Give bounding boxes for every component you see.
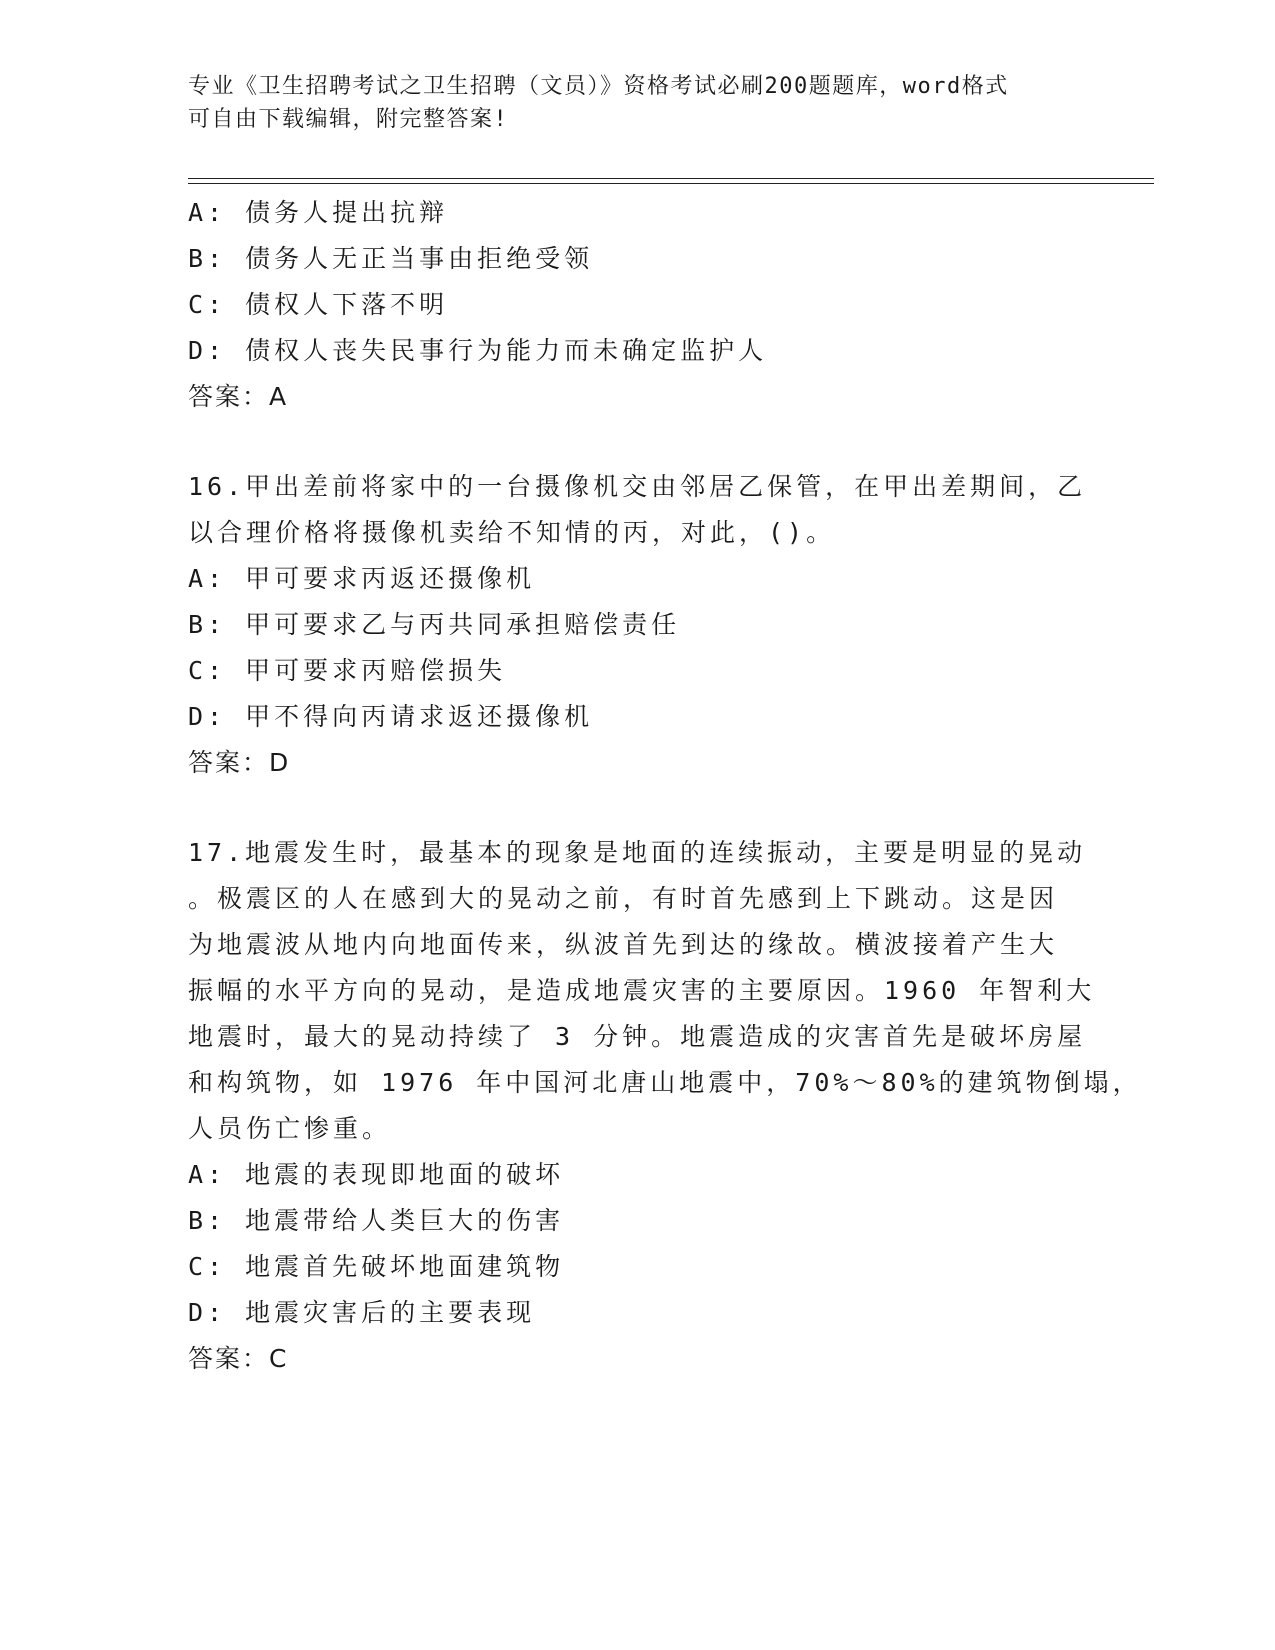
option-a: A: 甲可要求丙返还摄像机 <box>188 564 536 593</box>
option-a: A: 地震的表现即地面的破坏 <box>188 1160 565 1189</box>
option-c: C: 地震首先破坏地面建筑物 <box>188 1252 565 1281</box>
question-15 <box>188 190 1068 420</box>
question-stem-line: 和构筑物，如 1976 年中国河北唐山地震中，70%～80%的建筑物倒塌， <box>188 1068 1142 1097</box>
header-rule-top <box>188 178 1154 179</box>
question-stem-line: 。极震区的人在感到大的晃动之前，有时首先感到上下跳动。这是因 <box>188 884 1059 913</box>
option-b: B: 债务人无正当事由拒绝受领 <box>188 244 594 273</box>
question-stem-line: 地震时，最大的晃动持续了 3 分钟。地震造成的灾害首先是破坏房屋 <box>188 1022 1087 1051</box>
question-16 <box>188 464 1087 786</box>
answer-label: 答案：A <box>188 382 289 411</box>
spacer <box>188 786 1068 830</box>
header-rule-bottom <box>188 183 1154 184</box>
question-stem-line: 以合理价格将摄像机卖给不知情的丙，对此，()。 <box>188 518 836 547</box>
option-b: B: 甲可要求乙与丙共同承担赔偿责任 <box>188 610 681 639</box>
option-b: B: 地震带给人类巨大的伤害 <box>188 1206 565 1235</box>
answer-label: 答案：C <box>188 1344 289 1373</box>
option-c: C: 甲可要求丙赔偿损失 <box>188 656 507 685</box>
document-header <box>188 70 1088 136</box>
spacer <box>188 420 1068 464</box>
question-stem-line: 为地震波从地内向地面传来，纵波首先到达的缘故。横波接着产生大 <box>188 930 1059 959</box>
header-line-1: 专业《卫生招聘考试之卫生招聘（文员）》资格考试必刷200题题库，word格式 <box>188 74 1009 99</box>
question-stem-line: 人员伤亡惨重。 <box>188 1114 392 1143</box>
question-stem-line: 振幅的水平方向的晃动，是造成地震灾害的主要原因。1960 年智利大 <box>188 976 1096 1005</box>
option-d: D: 地震灾害后的主要表现 <box>188 1298 536 1327</box>
answer-label: 答案：D <box>188 748 291 777</box>
question-stem-line: 17.地震发生时，最基本的现象是地面的连续振动，主要是明显的晃动 <box>188 838 1087 867</box>
option-d: D: 甲不得向丙请求返还摄像机 <box>188 702 594 731</box>
option-a: A: 债务人提出抗辩 <box>188 198 449 227</box>
header-line-2: 可自由下载编辑，附完整答案! <box>188 107 509 132</box>
question-stem-line: 16.甲出差前将家中的一台摄像机交由邻居乙保管，在甲出差期间，乙 <box>188 472 1087 501</box>
document-body <box>188 190 1142 1382</box>
question-17 <box>188 830 1142 1382</box>
option-d: D: 债权人丧失民事行为能力而未确定监护人 <box>188 336 768 365</box>
option-c: C: 债权人下落不明 <box>188 290 449 319</box>
